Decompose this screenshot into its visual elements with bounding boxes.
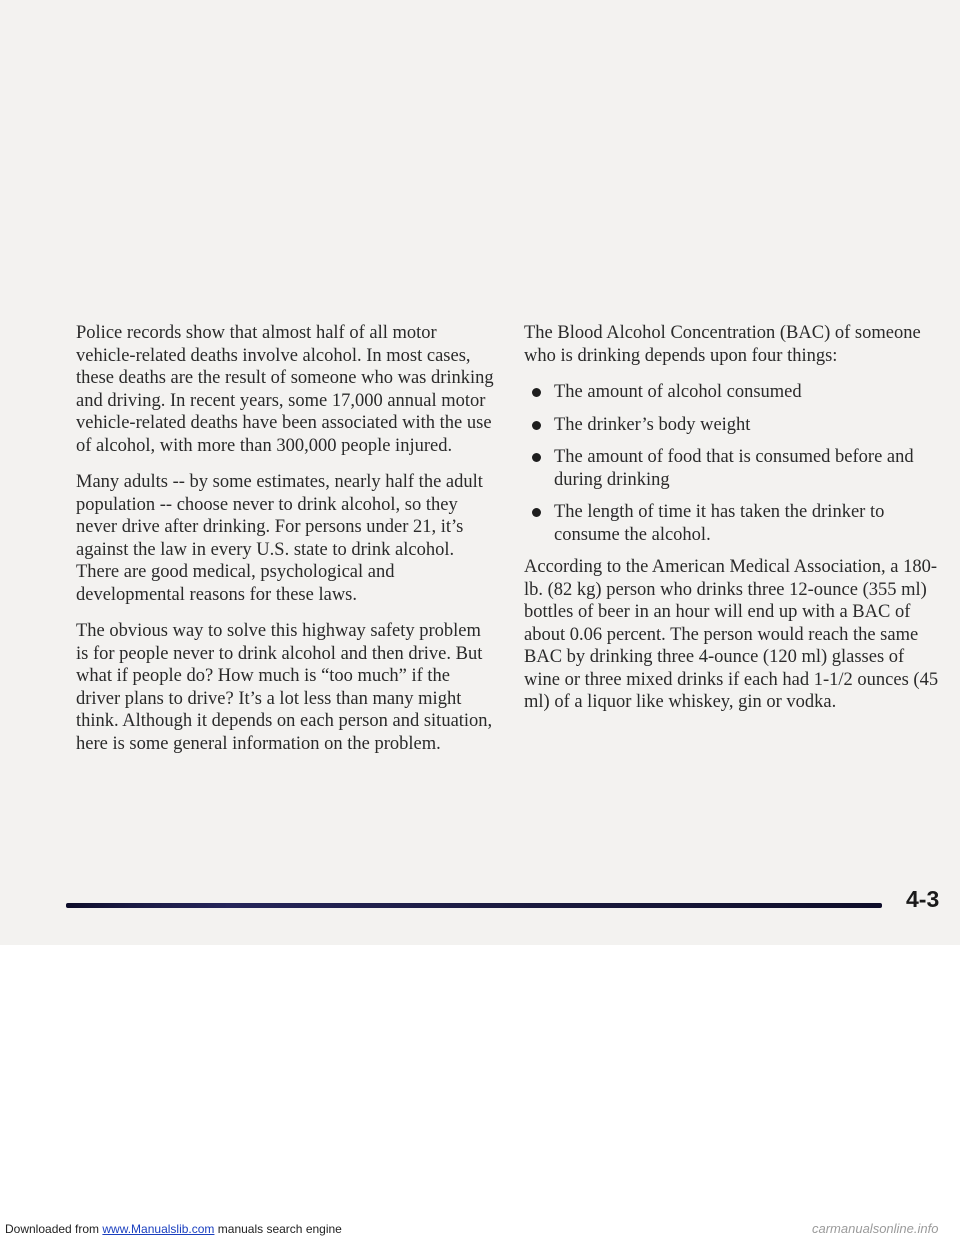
- bac-factors-list: [524, 381, 944, 546]
- list-item: [524, 446, 944, 491]
- list-item-text: The amount of alcohol consumed: [554, 382, 802, 402]
- watermark-text: carmanualsonline.info: [812, 1221, 939, 1236]
- footer-suffix: manuals search engine: [214, 1222, 342, 1236]
- paragraph-alcohol-deaths: Police records show that almost half of all motor vehicle-related deaths involve alcohol. In most cases, these deaths are the result of someone who was drinking and driving. In recent years, some 17,000 annual motor vehicle-related deaths have been associated with the use of alcohol, with more than 300,000 people injured.: [76, 323, 494, 456]
- list-item: [524, 501, 944, 546]
- footer-prefix: Downloaded from: [5, 1222, 103, 1236]
- list-item-text: The drinker’s body weight: [554, 414, 751, 435]
- paragraph-adults-abstain: Many adults -- by some estimates, nearly half the adult population -- choose never to drink alcohol, so they never drive after drinking. For persons under 21, it’s against the law in every U.S. state to drink alcohol. There are good medical, psychological and developmental reasons for these laws.: [76, 472, 483, 605]
- right-column: [524, 322, 944, 728]
- bullet-icon: [532, 388, 541, 397]
- list-item-text: The length of time it has taken the drinker to consume the alcohol.: [554, 502, 885, 545]
- list-item: [524, 414, 944, 437]
- bullet-icon: [532, 453, 541, 462]
- footer-rule: [66, 903, 882, 908]
- list-item: [524, 381, 944, 404]
- download-footer: [5, 1222, 342, 1236]
- paragraph-how-much-too-much: The obvious way to solve this highway safety problem is for people never to drink alcohol and then drive. But what if people do? How much is “too much” if the driver plans to drive? It’s a lot less than many might think. Although it depends on each person and situation, here is some general information on the problem.: [76, 621, 493, 754]
- bullet-icon: [532, 421, 541, 430]
- page-number: 4-3: [906, 886, 940, 912]
- manualslib-link[interactable]: www.Manualslib.com: [102, 1222, 215, 1236]
- left-column: [76, 322, 494, 769]
- list-item-text: The amount of food that is consumed before and during drinking: [554, 447, 914, 490]
- paragraph-bac-intro: The Blood Alcohol Concentration (BAC) of someone who is drinking depends upon four things:: [524, 323, 921, 366]
- paragraph-ama-example: According to the American Medical Association, a 180-lb. (82 kg) person who drinks three 12-ounce (355 ml) bottles of beer in an hour will end up with a BAC of about 0.06 percent. The person would reach the same BAC by drinking three 4-ounce (120 ml) glasses of wine or three mixed drinks if each had 1-1/2 ounces (45 ml) of a liquor like whiskey, gin or vodka.: [524, 557, 939, 712]
- bullet-icon: [532, 508, 541, 517]
